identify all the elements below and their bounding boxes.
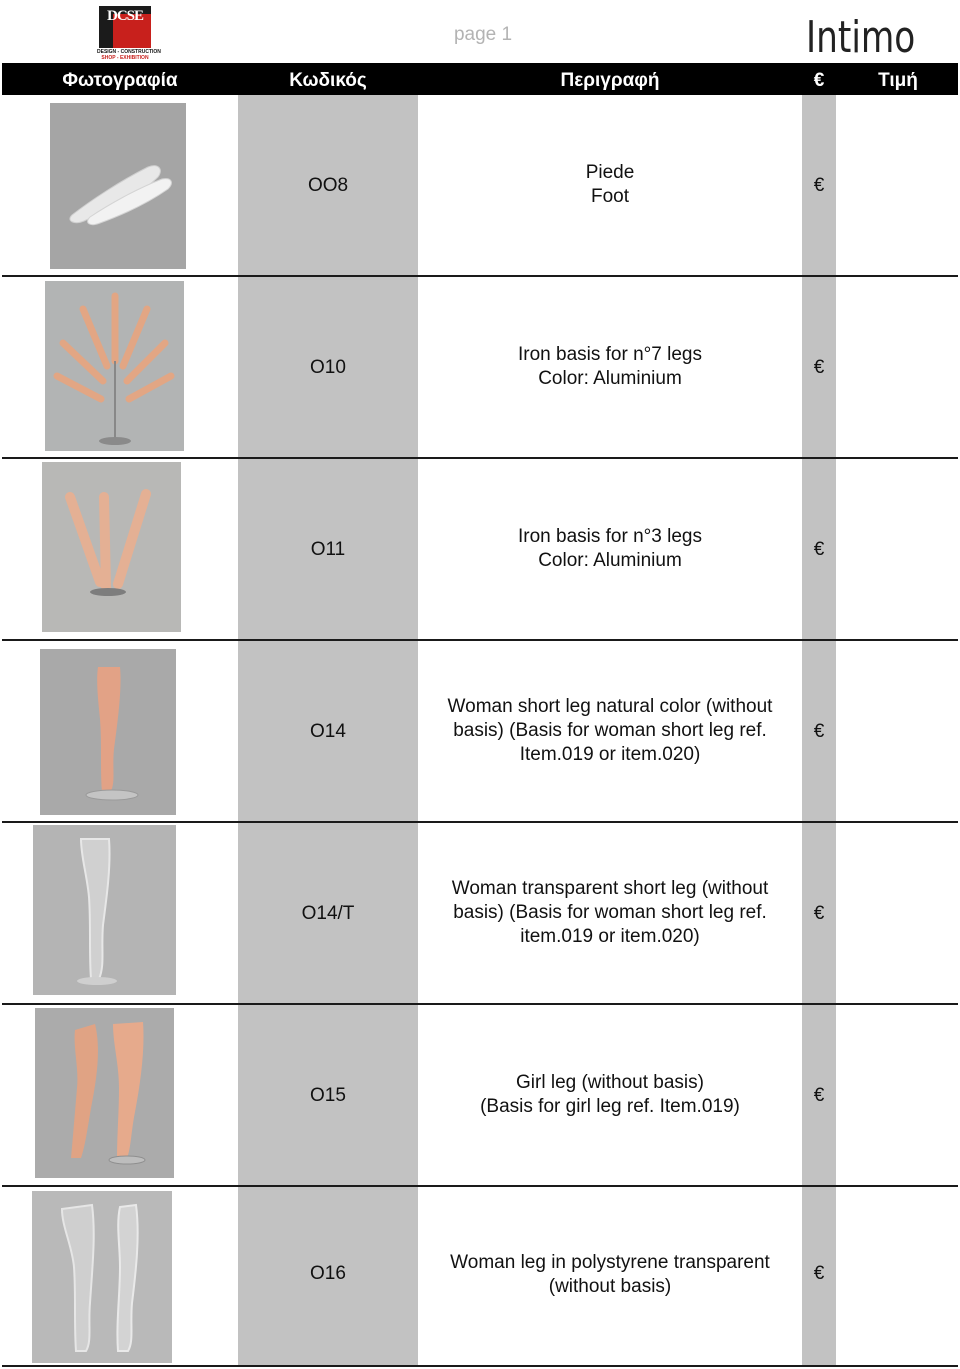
seven-legs-stand-photo (45, 281, 184, 451)
description-line: Iron basis for n°3 legs (518, 526, 702, 547)
description-line: Color: Aluminium (538, 550, 682, 571)
row-description (428, 1251, 792, 1299)
row-description (428, 161, 792, 209)
description-line: Item.019 or item.020) (519, 744, 701, 765)
logo-letters: DCSE (106, 8, 143, 24)
table-row (0, 641, 960, 823)
table-row (0, 95, 960, 277)
description-line: Color: Aluminium (538, 368, 682, 389)
row-description (428, 695, 792, 767)
description-line: item.019 or item.020) (520, 926, 700, 947)
description-line: Woman leg in polystyrene transparent (450, 1252, 770, 1273)
description-line: (Basis for girl leg ref. Item.019) (480, 1096, 740, 1117)
polystyrene-legs-photo (32, 1191, 172, 1363)
girl-legs-photo (35, 1008, 174, 1178)
page-label: page 1 (453, 24, 513, 45)
logo-line-1: DESIGN - CONSTRUCTION (97, 49, 161, 55)
row-code: O15 (310, 1085, 346, 1106)
row-currency: € (813, 1085, 825, 1106)
foot-photo (50, 103, 186, 269)
row-description (428, 1071, 792, 1119)
description-line: Piede (585, 162, 635, 183)
row-description (428, 343, 792, 391)
description-line: basis) (Basis for woman short leg ref. (453, 720, 767, 741)
description-line: Foot (590, 186, 630, 207)
table-row (0, 459, 960, 641)
row-description (428, 525, 792, 573)
row-code: O10 (310, 357, 346, 378)
header-code: Κωδικός (289, 70, 367, 91)
table-header (2, 63, 958, 95)
row-divider (2, 1365, 958, 1367)
row-currency: € (813, 903, 825, 924)
description-line: Woman short leg natural color (without (447, 696, 773, 717)
transparent-leg-photo (33, 825, 176, 995)
table-row (0, 1005, 960, 1187)
row-code: O14/T (301, 903, 355, 924)
row-currency: € (813, 175, 825, 196)
logo-line-2: SHOP - EXHIBITION (101, 55, 149, 61)
description-line: Girl leg (without basis) (516, 1072, 704, 1093)
description-line: (without basis) (548, 1276, 672, 1297)
header-price: Τιμή (878, 70, 918, 91)
natural-leg-photo (40, 649, 176, 815)
row-description (428, 877, 792, 949)
description-line: Woman transparent short leg (without (451, 878, 769, 899)
row-code: O14 (310, 721, 346, 742)
row-code: O16 (310, 1263, 346, 1284)
three-legs-stand-photo (42, 462, 181, 632)
row-currency: € (813, 357, 825, 378)
description-line: Iron basis for n°7 legs (518, 344, 702, 365)
header-currency: € (813, 70, 825, 91)
description-line: basis) (Basis for woman short leg ref. (453, 902, 767, 923)
row-code: OO8 (307, 175, 349, 196)
header-description: Περιγραφή (560, 70, 660, 91)
row-currency: € (813, 721, 825, 742)
row-code: O11 (310, 539, 346, 560)
dcse-logo (97, 6, 161, 61)
brand-logo: Intimo (806, 12, 916, 63)
header-photo: Φωτογραφία (62, 70, 178, 91)
row-currency: € (813, 1263, 825, 1284)
table-row (0, 823, 960, 1005)
row-currency: € (813, 539, 825, 560)
table-row (0, 277, 960, 459)
table-row (0, 1187, 960, 1369)
